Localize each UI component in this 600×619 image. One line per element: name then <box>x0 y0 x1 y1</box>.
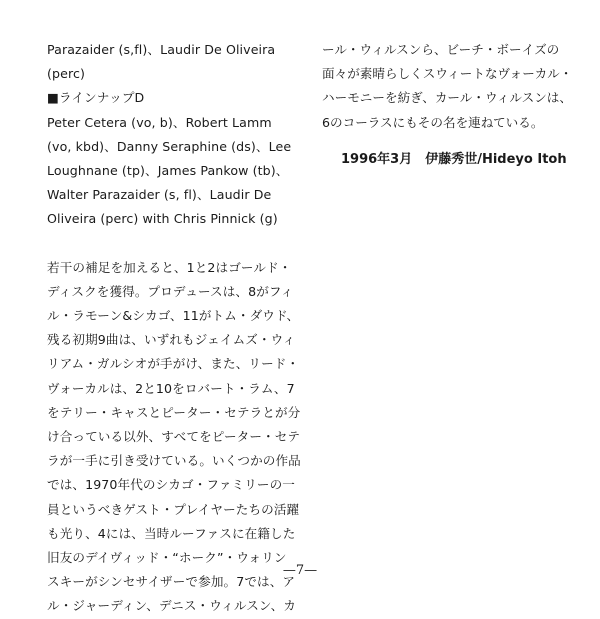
text-line: ヴォーカルは、2と10をロバート・ラム、7 <box>47 380 295 396</box>
lineup-d-heading <box>47 86 287 110</box>
text-line: も光り、4には、当時ルーファスに在籍した <box>47 525 296 541</box>
lineup-d-members <box>47 111 292 232</box>
text-line: 面々が素晴らしくスウィートなヴォーカル・ <box>322 66 573 82</box>
right-column <box>322 38 573 135</box>
author-signature: 1996年3月 伊藤秀世/Hideyo Itoh <box>341 152 567 167</box>
text-line: Oliveira (perc) with Chris Pinnick (g) <box>47 211 278 227</box>
text-line: ール・ウィルスンら、ビーチ・ボーイズの <box>322 42 560 57</box>
section-heading: ■ラインナップD <box>47 90 145 106</box>
left-column <box>47 38 301 619</box>
text-line: をテリー・キャスとピーター・セテラとが分 <box>47 404 301 420</box>
lineup-c-tail <box>47 38 287 86</box>
text-line: ラが一手に引き受けている。いくつかの作品 <box>47 453 301 469</box>
page-number: —7— <box>282 563 318 578</box>
text-line: 6のコーラスにもその名を連ねている。 <box>322 114 544 130</box>
text-line: では、1970年代のシカゴ・ファミリーの一 <box>47 477 295 493</box>
text-line: ル・ジャーディン、デニス・ウィルスン、カ <box>47 598 296 614</box>
paragraph-gap <box>47 232 287 256</box>
text-line: Parazaider (s,fl)、Laudir De Oliveira <box>47 42 276 57</box>
text-line: (perc) <box>47 66 85 82</box>
text-line: 若干の補足を加えると、1と2はゴールド・ <box>47 259 292 275</box>
text-line: け合っている以外、すべてをピーター・セテ <box>47 429 301 445</box>
text-line: スキーがシンセサイザーで参加。7では、ア <box>47 574 296 590</box>
text-line: Loughnane (tp)、James Pankow (tb)、 <box>47 163 289 179</box>
text-line: ディスクを獲得。プロデュースは、8がフィ <box>47 283 294 299</box>
text-line: Peter Cetera (vo, b)、Robert Lamm <box>47 114 272 130</box>
text-line: 残る初期9曲は、いずれもジェイムズ・ウィ <box>47 332 296 348</box>
text-line: (vo, kbd)、Danny Seraphine (ds)、Lee <box>47 138 292 154</box>
text-line: ル・ラモーン&シカゴ、11がトム・ダウド、 <box>47 308 300 324</box>
text-line: ハーモニーを紡ぎ、カール・ウィルスンは、 <box>322 90 572 106</box>
continued-paragraph <box>322 38 573 135</box>
text-line: リアム・ガルシオが手がけ、また、リード・ <box>47 356 300 372</box>
text-line: Walter Parazaider (s, fl)、Laudir De <box>47 187 272 203</box>
text-line: 員というべきゲスト・プレイヤーたちの活躍 <box>47 501 300 517</box>
text-line: 旧友のデイヴィッド・“ホーク”・ウォリン <box>47 550 287 566</box>
